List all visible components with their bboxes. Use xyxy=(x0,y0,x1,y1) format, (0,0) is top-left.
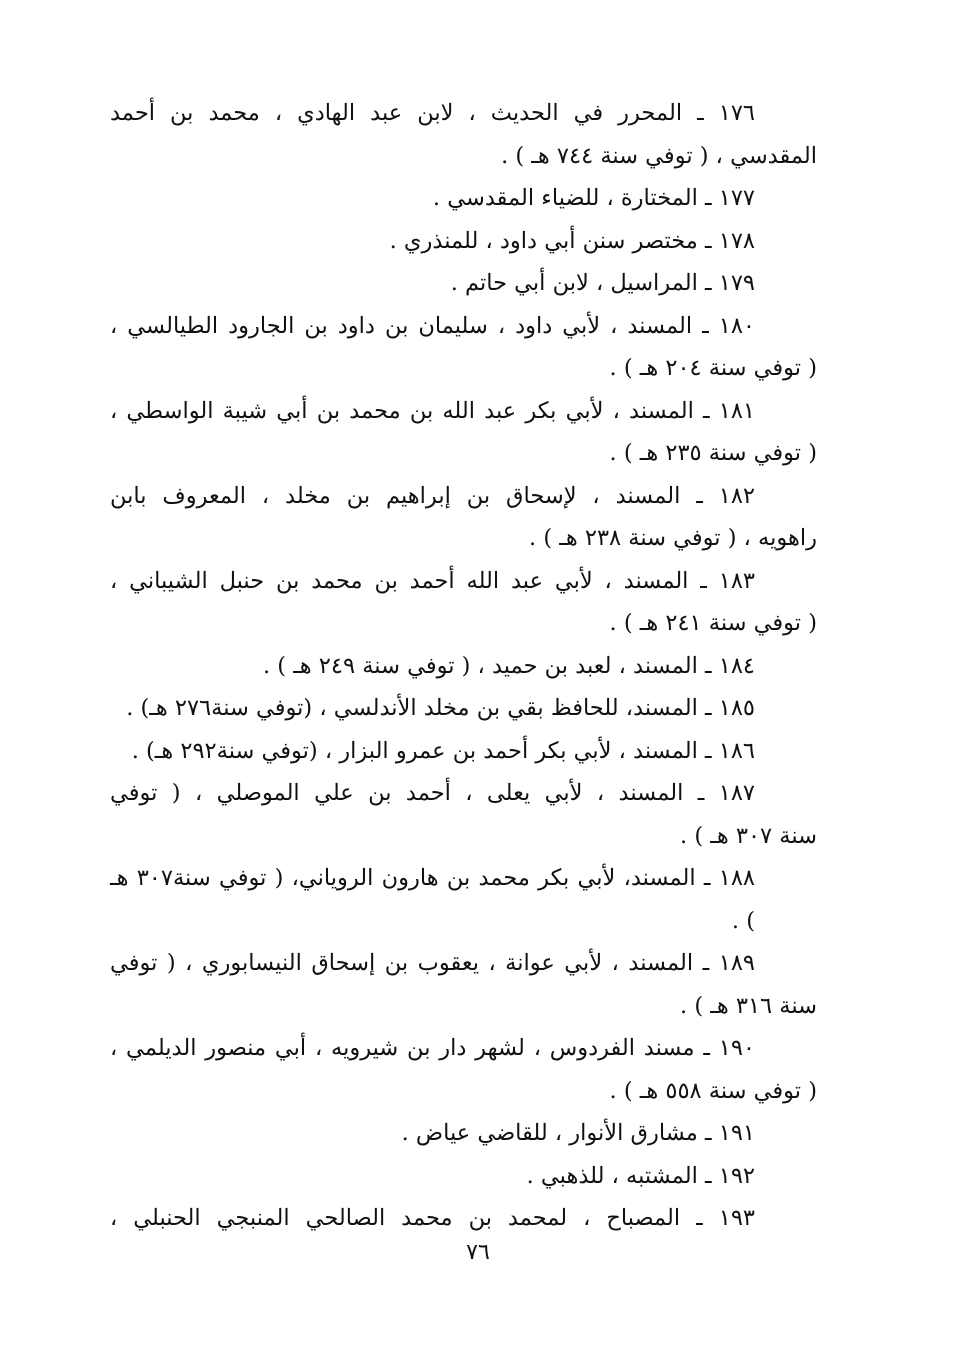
entry-continuation-line: المقدسي ، ( توفي سنة ٧٤٤ هـ ) . xyxy=(501,142,817,169)
entry-line: ١٩١ ـ مشارق الأنوار ، للقاضي عياض . xyxy=(401,1120,755,1146)
entry-line: ١٩٣ ـ المصباح ، لمحمد بن محمد الصالحي المنبجي الحنبلي ، xyxy=(110,1205,755,1231)
bibliography-entry xyxy=(110,305,817,390)
bibliography-entry xyxy=(110,687,817,730)
entry-first-line: ١٨٩ ـ المسند ، لأبي عوانة ، يعقوب بن إسحاق النيسابوري ، ( توفي xyxy=(110,950,755,976)
bibliography-entry xyxy=(110,1197,817,1240)
entry-first-line: ١٧٦ ـ المحرر في الحديث ، لابن عبد الهادي ، محمد بن أحمد xyxy=(110,100,755,126)
bibliography-entry xyxy=(110,942,817,1027)
entry-line: ١٧٧ ـ المختارة ، للضياء المقدسي . xyxy=(432,185,755,211)
bibliography-list xyxy=(110,92,817,1240)
page-number: ٧٦ xyxy=(466,1240,490,1265)
entry-line: ١٧٨ ـ مختصر سنن أبي داود ، للمنذري . xyxy=(389,227,755,254)
entry-continuation-line: ( توفي سنة ٢٤١ هـ ) . xyxy=(609,610,817,636)
entry-line: ١٩٢ ـ المشتبه ، للذهبي . xyxy=(526,1162,755,1189)
entry-continuation-line: ( توفي سنة ٥٥٨ هـ ) . xyxy=(609,1077,817,1104)
bibliography-entry xyxy=(110,1027,817,1112)
bibliography-entry xyxy=(110,390,817,475)
entry-first-line: ١٨١ ـ المسند ، لأبي بكر عبد الله بن محمد بن أبي شيبة الواسطي ، xyxy=(110,397,755,424)
bibliography-entry xyxy=(110,1112,817,1155)
entry-first-line: ١٨٠ ـ المسند ، لأبي داود ، سليمان بن داود بن الجارود الطيالسي ، xyxy=(110,312,755,339)
bibliography-entry xyxy=(110,857,817,942)
bibliography-entry xyxy=(110,220,817,263)
bibliography-entry xyxy=(110,772,817,857)
entry-first-line: ١٨٣ ـ المسند ، لأبي عبد الله أحمد بن محمد بن حنبل الشيباني ، xyxy=(110,567,755,594)
bibliography-entry xyxy=(110,730,817,773)
entry-line: ١٨٤ ـ المسند ، لعبد بن حميد ، ( توفي سنة ٢٤٩ هـ ) . xyxy=(262,652,755,679)
bibliography-entry xyxy=(110,560,817,645)
entry-line: ١٧٩ ـ المراسيل ، لابن أبي حاتم . xyxy=(450,270,755,296)
entry-first-line: ١٨٢ ـ المسند ، لإسحاق بن إبراهيم بن مخلد ، المعروف بابن xyxy=(110,482,755,509)
bibliography-entry xyxy=(110,177,817,220)
entry-line: ١٨٥ ـ المسند، للحافظ بقي بن مخلد الأندلسي ، (توفي سنة٢٧٦ هـ) . xyxy=(126,695,755,721)
bibliography-entry xyxy=(110,645,817,688)
entry-line: ١٨٦ ـ المسند ، لأبي بكر أحمد بن عمرو البزار ، (توفي سنة٢٩٢ هـ) . xyxy=(131,737,755,764)
bibliography-entry xyxy=(110,1155,817,1198)
entry-continuation-line: سنة ٣١٦ هـ ) . xyxy=(680,992,817,1019)
bibliography-entry xyxy=(110,475,817,560)
entry-continuation-line: سنة ٣٠٧ هـ ) . xyxy=(680,822,817,849)
entry-first-line: ١٨٧ ـ المسند ، لأبي يعلى ، أحمد بن علي الموصلي ، ( توفي xyxy=(110,780,755,806)
entry-continuation-line: راهويه ، ( توفي سنة ٢٣٨ هـ ) . xyxy=(529,525,817,551)
bibliography-entry xyxy=(110,262,817,305)
entry-continuation-line: ( توفي سنة ٢٠٤ هـ ) . xyxy=(609,355,817,381)
entry-line: ١٨٨ ـ المسند، لأبي بكر محمد بن هارون الروياني، ( توفي سنة٣٠٧ هـ ) . xyxy=(110,865,756,934)
bibliography-entry xyxy=(110,92,817,177)
entry-first-line: ١٩٠ ـ مسند الفردوس ، لشهر دار بن شيرويه ، أبي منصور الديلمي ، xyxy=(110,1035,755,1061)
entry-continuation-line: ( توفي سنة ٢٣٥ هـ ) . xyxy=(609,440,817,466)
